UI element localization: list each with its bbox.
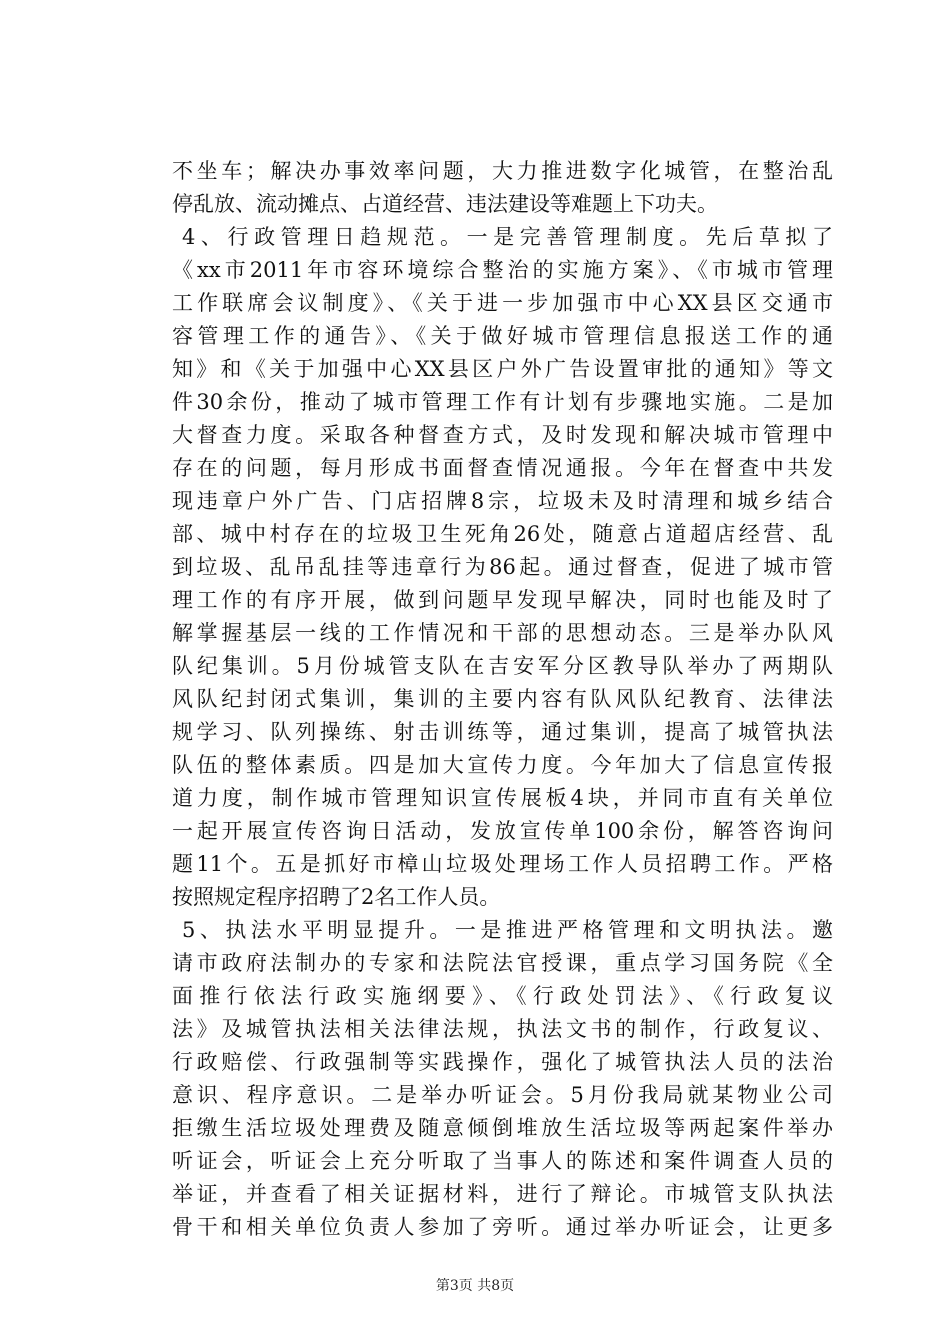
text-line: 道力度，制作城市管理知识宣传展板4块，并同市直有关单位 xyxy=(172,786,833,810)
page-footer: 第3页 共8页 xyxy=(435,1278,515,1294)
text-line: 理工作的有序开展，做到问题早发现早解决，同时也能及时了 xyxy=(172,588,833,612)
text-line: 存在的问题，每月形成书面督查情况通报。今年在督查中共发 xyxy=(172,456,833,480)
text-line: 停乱放、流动摊点、占道经营、违法建设等难题上下功夫。 xyxy=(172,192,718,216)
text-line: 容管理工作的通告》、《关于做好城市管理信息报送工作的通 xyxy=(172,324,833,348)
text-line: 大督查力度。采取各种督查方式，及时发现和解决城市管理中 xyxy=(172,423,833,447)
text-line: 举证，并查看了相关证据材料，进行了辩论。市城管支队执法 xyxy=(172,1182,833,1206)
text-line: 听证会，听证会上充分听取了当事人的陈述和案件调查人员的 xyxy=(172,1149,833,1173)
text-line: 骨干和相关单位负责人参加了旁听。通过举办听证会，让更多 xyxy=(172,1215,833,1239)
text-line: 件30余份，推动了城市管理工作有计划有步骤地实施。二是加 xyxy=(172,390,833,414)
text-line: 部、城中村存在的垃圾卫生死角26处，随意占道超店经营、乱 xyxy=(172,522,833,546)
text-line: 面推行依法行政实施纲要》、《行政处罚法》、《行政复议 xyxy=(172,984,833,1008)
text-line: 行政赔偿、行政强制等实践操作，强化了城管执法人员的法治 xyxy=(172,1050,833,1074)
text-line: 题11个。五是抓好市樟山垃圾处理场工作人员招聘工作。严格 xyxy=(172,852,833,876)
text-line: 意识、程序意识。二是举办听证会。5月份我局就某物业公司 xyxy=(172,1083,833,1107)
text-line: 法》及城管执法相关法律法规，执法文书的制作，行政复议、 xyxy=(172,1017,833,1041)
text-line: 拒缴生活垃圾处理费及随意倾倒堆放生活垃圾等两起案件举办 xyxy=(172,1116,833,1140)
text-line: 工作联席会议制度》、《关于进一步加强市中心XX县区交通市 xyxy=(172,291,833,315)
text-line: 到垃圾、乱吊乱挂等违章行为86起。通过督查，促进了城市管 xyxy=(172,555,833,579)
paragraph-start-line: 4、行政管理日趋规范。一是完善管理制度。先后草拟了 xyxy=(182,225,833,249)
text-line: 队伍的整体素质。四是加大宣传力度。今年加大了信息宣传报 xyxy=(172,753,833,777)
document-body xyxy=(172,155,833,1244)
text-line: 解掌握基层一线的工作情况和干部的思想动态。三是举办队风 xyxy=(172,621,833,645)
text-line: 《xx市2011年市容环境综合整治的实施方案》、《市城市管理 xyxy=(172,258,833,282)
text-line: 风队纪封闭式集训，集训的主要内容有队风队纪教育、法律法 xyxy=(172,687,833,711)
text-line: 规学习、队列操练、射击训练等，通过集训，提高了城管执法 xyxy=(172,720,833,744)
text-line: 队纪集训。5月份城管支队在吉安军分区教导队举办了两期队 xyxy=(172,654,833,678)
text-line: 请市政府法制办的专家和法院法官授课，重点学习国务院《全 xyxy=(172,951,833,975)
text-line: 一起开展宣传咨询日活动，发放宣传单100余份，解答咨询问 xyxy=(172,819,833,843)
text-line: 按照规定程序招聘了2名工作人员。 xyxy=(172,885,501,909)
text-line: 不坐车；解决办事效率问题，大力推进数字化城管，在整治乱 xyxy=(172,159,833,183)
text-line: 知》和《关于加强中心XX县区户外广告设置审批的通知》等文 xyxy=(172,357,833,381)
text-line: 现违章户外广告、门店招牌8宗，垃圾未及时清理和城乡结合 xyxy=(172,489,833,513)
paragraph-start-line: 5、执法水平明显提升。一是推进严格管理和文明执法。邀 xyxy=(182,918,833,942)
